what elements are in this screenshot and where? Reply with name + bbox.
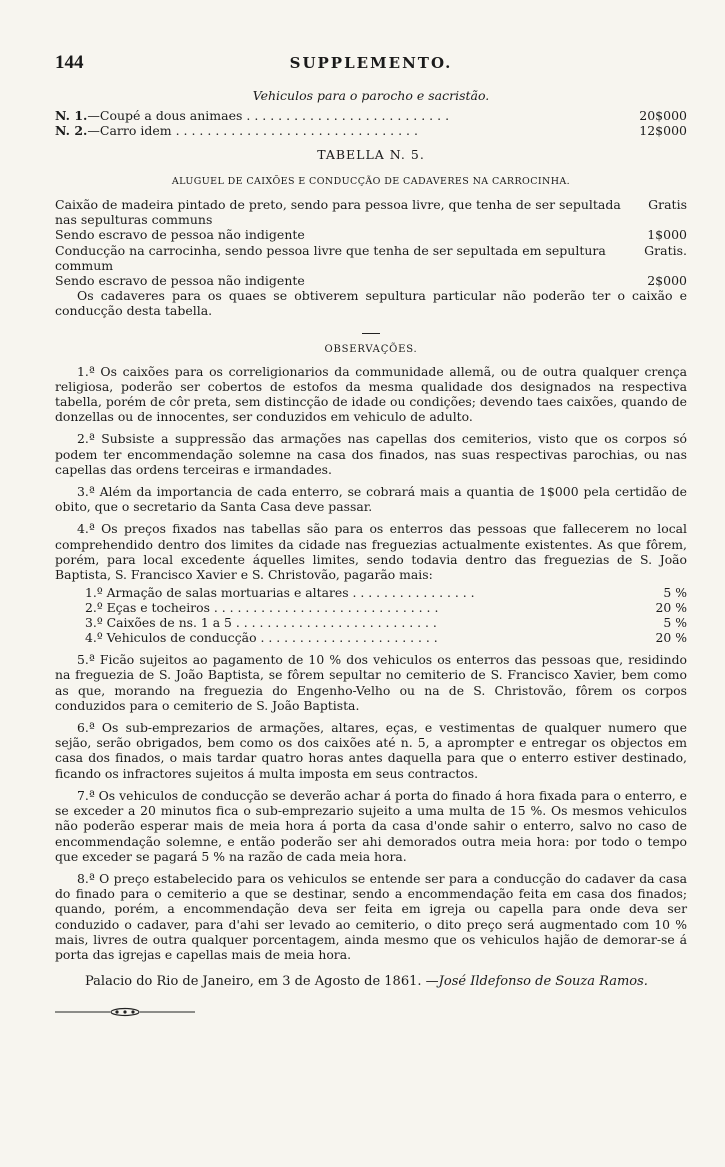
observation-3: 3.ª Além da importancia de cada enterro, se cobrará mais a quantia de 1$000 pela certidão de obito, que o secretario da Santa Casa deve passar. bbox=[55, 484, 687, 515]
vehicle-item: N. 2.—Carro idem . . . . . . . . . . . . . . . . . . . . . . . . . . . . . . . 12$000 bbox=[55, 123, 687, 138]
table-entry bbox=[55, 227, 687, 242]
entry-value: 2$000 bbox=[647, 273, 687, 289]
table-title: TABELLA N. 5. bbox=[317, 147, 425, 162]
observations-title: OBSERVAÇÕES. bbox=[324, 343, 418, 355]
surcharge-text: 3.º Caixões de ns. 1 a 5 bbox=[85, 615, 232, 631]
page-number: 144 bbox=[55, 52, 84, 73]
table-entry bbox=[55, 243, 687, 273]
page-title: SUPPLEMENTO. bbox=[289, 54, 453, 72]
entry-value: 1$000 bbox=[647, 227, 687, 243]
observation-2: 2.ª Subsiste a suppressão das armações nas capellas dos cemiterios, visto que os corpos só podem ter encommendação solemne na casa dos finados, nas suas respectivas parochias, ou nas capellas das ordens terceiras e irmandades. bbox=[55, 431, 687, 477]
observation-1: 1.ª Os caixões para os correligionarios da communidade allemã, ou de outra qualquer crença religiosa, poderão ser cobertos de estofos da mesma qualidade dos designados na respectiva tabella, porém de côr preta, sem distincção de idade ou condições; devendo taes caixões, quando de donzellas ou de innocentes, ser conduzidos em vehiculo de adulto. bbox=[55, 363, 687, 425]
observation-4: 4.ª Os preços fixados nas tabellas são para os enterros das pessoas que fallecerem no local comprehendido dentro dos limites da cidade nas freguezias actualmente existentes. As que fôrem, porém, para local excedente áquelles limites, sendo todavia dentro das freguezias de S. João Baptista, S. Francisco Xavier e S. Christovão, pagarão mais: bbox=[55, 521, 687, 583]
surcharge-text: 2.º Eças e tocheiros bbox=[85, 600, 210, 616]
surcharge-item: 4.º Vehiculos de conducção . . . . . . . . . . . . . . . . . . . . . . . 20 % bbox=[85, 630, 687, 646]
observation-7: 7.ª Os vehiculos de conducção se deverão achar á porta do finado á hora fixada para o enterro, e se exceder a 20 minutos fica o sub-emprezario sujeito a uma multa de 15 %. Os mesmos vehiculos não poderão esperar mais de meia hora á porta da casa d'onde sahir o enterro, salvo no caso de encommendação solemne, e então poderão ser ahi demorados outra meia hora: por todo o tempo que exceder se pagará 5 % na razão de cada meia hora. bbox=[55, 787, 687, 864]
ornament-divider bbox=[55, 1007, 195, 1017]
surcharge-item: 2.º Eças e tocheiros . . . . . . . . . . . . . . . . . . . . . . . . . . . . . 20 % bbox=[85, 600, 687, 616]
place-date: Palacio do Rio de Janeiro, em 3 de Agosto de 1861. bbox=[85, 974, 422, 990]
document-page bbox=[55, 52, 687, 1021]
page-header bbox=[55, 52, 687, 80]
surcharge-percent: 5 % bbox=[663, 615, 687, 631]
vehicle-text: —Carro idem bbox=[87, 123, 172, 138]
entry-text: Conducção na carrocinha, sendo pessoa livre que tenha de ser sepultada em sepultura commum bbox=[55, 242, 606, 273]
surcharge-item: 1.º Armação de salas mortuarias e altares . . . . . . . . . . . . . . . . 5 % bbox=[85, 585, 687, 601]
table-entry bbox=[55, 197, 687, 227]
surcharge-item: 3.º Caixões de ns. 1 a 5 . . . . . . . . . . . . . . . . . . . . . . . . . . 5 % bbox=[85, 615, 687, 631]
surcharge-percent: 5 % bbox=[663, 585, 687, 601]
vehicle-text: —Coupé a dous animaes bbox=[87, 108, 243, 123]
table-entry bbox=[55, 273, 687, 288]
table-subtitle: ALUGUEL DE CAIXÕES E CONDUCÇÃO DE CADAVERES NA CARROCINHA. bbox=[171, 176, 571, 187]
entry-value: Gratis. bbox=[644, 242, 687, 258]
surcharge-text: 4.º Vehiculos de conducção bbox=[85, 630, 257, 646]
surcharge-percent: 20 % bbox=[655, 630, 687, 646]
surcharge-text: 1.º Armação de salas mortuarias e altares bbox=[85, 585, 349, 601]
section-divider bbox=[362, 333, 380, 334]
observation-5: 5.ª Ficão sujeitos ao pagamento de 10 % dos vehiculos os enterros das pessoas que, residindo na freguezia de S. João Baptista, se fôrem sepultar no cemiterio de S. Francisco Xavier, bem como as que, morando na freguezia do Engenho-Velho ou na de S. Christovão, fôrem os corpos conduzidos para o cemiterio de S. João Baptista. bbox=[55, 652, 687, 713]
signature: —José Ildefonso de Souza Ramos. bbox=[425, 974, 648, 990]
table-note: Os cadaveres para os quaes se obtiverem sepultura particular não poderão ter o caixão e conducção desta tabella. bbox=[55, 288, 687, 319]
closing-line bbox=[55, 974, 687, 989]
observation-6: 6.ª Os sub-emprezarios de armações, altares, eças, e vestimentas de qualquer numero que sejão, serão obrigados, bem como os dos caixões até n. 5, a aprompter e entregar os objectos em casa dos finados, o mais tardar quatro horas antes daquella para que o enterro estiver destinado, ficando os infractores sujeitos á multa imposta em seus contractos. bbox=[55, 720, 687, 781]
vehicle-price: 20$000 bbox=[639, 108, 687, 123]
vehicle-number: N. 1. bbox=[55, 108, 88, 123]
vehicle-price: 12$000 bbox=[639, 123, 687, 138]
surcharge-list bbox=[85, 585, 687, 645]
entry-text: Sendo escravo de pessoa não indigente bbox=[55, 227, 305, 243]
surcharge-percent: 20 % bbox=[655, 600, 687, 616]
observation-8: 8.ª O preço estabelecido para os vehiculos se entende ser para a conducção do cadaver da casa do finado para o cemiterio a que se destinar, sendo a encommendação feita em casa dos finados; quando, porém, a encommendação deva ser feita em igreja ou capella para onde deva ser conduzido o cadaver, para d'ahi ser levado ao cemiterio, o dito preço será augmentado com 10 % mais, livres de outra qualquer porcentagem, ainda mesmo que os vehiculos hajão de demorar-se á porta das igrejas e capellas mais de meia hora. bbox=[55, 870, 687, 962]
entry-value: Gratis bbox=[648, 197, 687, 212]
vehicles-subtitle: Vehiculos para o parocho e sacristão. bbox=[252, 88, 490, 103]
vehicle-number: N. 2. bbox=[55, 123, 88, 138]
entry-text: Caixão de madeira pintado de preto, sendo para pessoa livre, que tenha de ser sepultada nas sepulturas communs bbox=[55, 197, 621, 228]
entry-text: Sendo escravo de pessoa não indigente bbox=[55, 273, 305, 289]
vehicle-item: N. 1.—Coupé a dous animaes . . . . . . . . . . . . . . . . . . . . . . . . . . 20$000 bbox=[55, 108, 687, 123]
